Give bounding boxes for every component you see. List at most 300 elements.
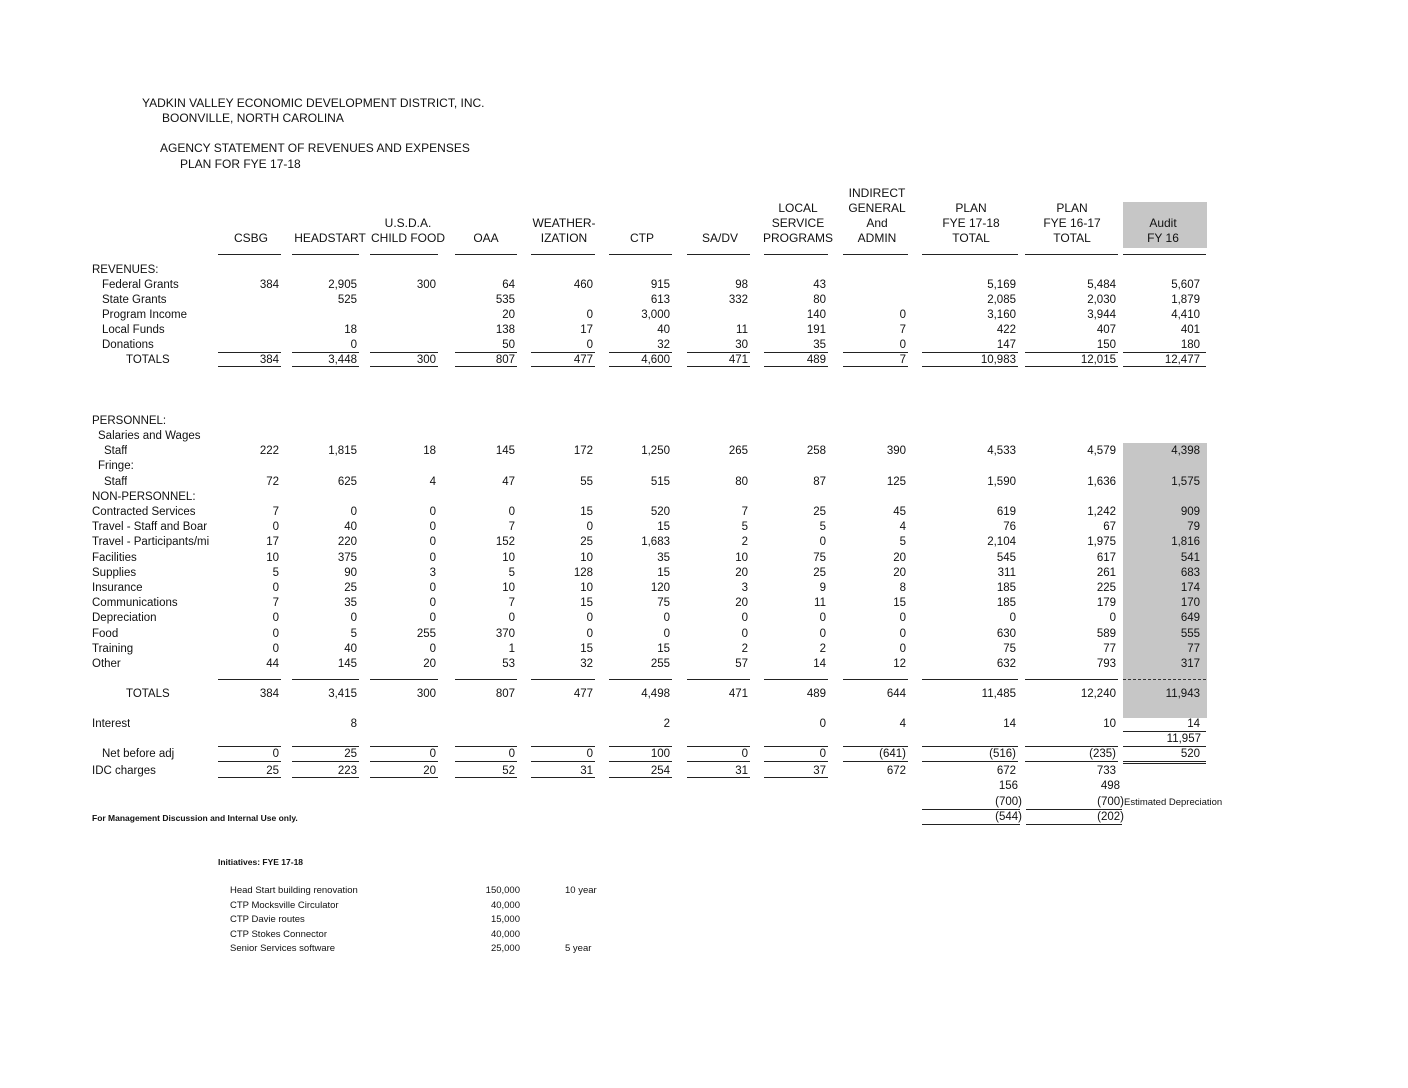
revenue-row-local-funds-cell: 138 (495, 324, 515, 336)
expense-row-travel-staff-and-boar-label: Travel - Staff and Boar (92, 521, 208, 534)
expense-row-travel-staff-and-boar-cell: 4 (899, 521, 906, 534)
initiative-name: Senior Services software (230, 943, 336, 955)
column-header-line: SA/DV (701, 231, 738, 245)
net-bottom-rule (1123, 761, 1206, 762)
expense-row-training-cell: 2 (741, 642, 748, 655)
expense-row-other-cell: 145 (337, 658, 357, 670)
expense-row-food-cell: 555 (1180, 627, 1200, 640)
revenue-totals-rule (764, 366, 828, 367)
salary-staff-cell: 258 (806, 445, 826, 457)
expense-row-travel-participants-mi-cell: 152 (495, 536, 515, 549)
expense-row-facilities-cell: 10 (502, 551, 515, 564)
adjust-r2-plan1617: (700) (1097, 796, 1124, 808)
expense-row-training-cell: 15 (657, 642, 670, 655)
expense-row-contracted-services-cell: 0 (350, 506, 357, 518)
fringe-staff-cell: 87 (813, 476, 826, 488)
expense-row-food-cell: 0 (272, 627, 279, 640)
initiative-name: CTP Stokes Connector (230, 928, 327, 940)
column-header-audit-fy-16 (1103, 216, 1223, 246)
idc-bottom-rule (292, 777, 359, 778)
revenue-row-local-funds-cell: 7 (899, 324, 906, 336)
revenue-row-state-grants-cell: 80 (813, 294, 826, 306)
revenue-totals-cell: 12,015 (1080, 354, 1116, 366)
revenue-row-federal-grants-cell: 98 (735, 279, 748, 291)
revenue-totals-label: TOTALS (126, 354, 170, 366)
expense-row-food-cell: 0 (586, 627, 593, 640)
adjust-line-d (1026, 824, 1122, 825)
expense-row-facilities-cell: 20 (893, 551, 906, 564)
expense-sum-rule (609, 679, 672, 680)
expense-row-food-label: Food (92, 627, 119, 640)
revenue-row-local-funds-cell: 191 (806, 324, 826, 336)
revenue-row-state-grants-label: State Grants (102, 294, 167, 306)
expense-row-travel-staff-and-boar-cell: 5 (819, 521, 826, 534)
expense-row-training-cell: 77 (1187, 642, 1200, 655)
revenue-row-local-funds-cell: 407 (1096, 324, 1116, 336)
net-before-adj-cell: 0 (429, 748, 436, 760)
expense-row-training-cell: 2 (819, 642, 826, 655)
column-header-underline (455, 254, 517, 255)
column-header-line: GENERAL (848, 201, 906, 215)
salary-staff-cell: 1,250 (641, 445, 670, 457)
org-name: YADKIN VALLEY ECONOMIC DEVELOPMENT DISTRICT, INC. (142, 96, 485, 110)
expense-row-facilities-cell: 0 (429, 551, 436, 564)
fringe-staff-cell: 1,575 (1171, 476, 1200, 488)
expense-row-other-cell: 317 (1180, 658, 1200, 670)
expense-row-facilities-label: Facilities (92, 551, 137, 564)
column-header-line: And (866, 216, 888, 230)
expense-totals-cell: 4,498 (641, 688, 670, 700)
expense-row-facilities-cell: 75 (813, 551, 826, 564)
expense-row-travel-staff-and-boar-cell: 0 (272, 521, 279, 534)
revenue-row-donations-cell: 150 (1096, 339, 1116, 351)
idc-charges-cell: 20 (423, 765, 436, 777)
expense-row-training-cell: 40 (344, 642, 357, 655)
net-bottom-rule (455, 761, 517, 762)
expense-row-communications-cell: 170 (1180, 597, 1200, 610)
fringe-staff-label: Staff (104, 476, 128, 488)
expense-row-contracted-services-cell: 520 (650, 506, 670, 518)
expense-row-travel-staff-and-boar-cell: 76 (1003, 521, 1016, 534)
expense-row-facilities-cell: 10 (580, 551, 593, 564)
column-header-line: PROGRAMS (762, 231, 833, 245)
revenue-row-federal-grants-label: Federal Grants (102, 279, 179, 291)
fringe-staff-cell: 515 (650, 476, 670, 488)
idc-charges-cell: 672 (996, 765, 1016, 777)
idc-charges-cell: 254 (650, 765, 670, 777)
column-header-underline (531, 254, 595, 255)
expense-row-other-cell: 14 (813, 658, 826, 670)
expense-row-travel-staff-and-boar-cell: 0 (586, 521, 593, 534)
idc-charges-label: IDC charges (92, 765, 156, 777)
column-header-underline (1025, 254, 1118, 255)
net-before-adj-cell: 520 (1180, 748, 1200, 760)
revenue-row-donations-cell: 147 (996, 339, 1016, 351)
idc-charges-cell: 672 (886, 765, 906, 777)
section-revenues: REVENUES: (92, 264, 159, 276)
net-bottom-rule (687, 761, 750, 762)
expense-row-supplies-cell: 683 (1180, 566, 1200, 579)
revenue-row-state-grants-cell: 535 (495, 294, 515, 306)
idc-bottom-rule (218, 777, 281, 778)
expense-row-contracted-services-cell: 909 (1180, 506, 1200, 518)
expense-row-other-cell: 255 (650, 658, 670, 670)
salary-staff-cell: 4,579 (1087, 445, 1116, 457)
expense-sum-rule (922, 679, 1018, 680)
expense-row-facilities-cell: 541 (1180, 551, 1200, 564)
revenue-totals-rule (370, 366, 438, 367)
expense-totals-cell: 12,240 (1080, 688, 1116, 700)
expense-row-travel-staff-and-boar-cell: 7 (508, 521, 515, 534)
revenue-row-federal-grants-cell: 43 (813, 279, 826, 291)
fringe-staff-cell: 47 (502, 476, 515, 488)
column-header-line: CSBG (233, 231, 268, 245)
expense-row-contracted-services-cell: 7 (272, 506, 279, 518)
net-bottom-rule (609, 761, 672, 762)
expense-row-other-cell: 12 (893, 658, 906, 670)
column-header-line: TOTAL (952, 231, 990, 245)
expense-row-insurance-cell: 120 (650, 582, 670, 594)
column-header-underline (843, 254, 908, 255)
adjust-line-a (922, 809, 1020, 810)
salary-staff-cell: 18 (423, 445, 436, 457)
revenue-row-local-funds-cell: 11 (736, 324, 748, 336)
net-bottom-rule (843, 761, 908, 762)
expense-row-facilities-cell: 35 (657, 551, 670, 564)
expense-row-depreciation-cell: 0 (819, 612, 826, 625)
initiative-name: CTP Mocksville Circulator (230, 899, 339, 911)
expense-row-travel-participants-mi-cell: 1,683 (641, 536, 670, 549)
expense-row-food-cell: 0 (741, 627, 748, 640)
net-bottom-rule (531, 761, 595, 762)
salary-staff-label: Staff (104, 445, 128, 457)
revenue-row-federal-grants-cell: 5,607 (1171, 279, 1200, 291)
expense-row-facilities-cell: 10 (266, 551, 279, 564)
column-header-line: ADMIN (857, 231, 897, 245)
revenue-row-federal-grants-cell: 300 (416, 279, 436, 291)
idc-charges-cell: 223 (337, 765, 357, 777)
revenue-totals-rule (531, 366, 595, 367)
revenue-row-federal-grants-cell: 2,905 (328, 279, 357, 291)
expense-sum-rule (1025, 679, 1118, 680)
expense-row-food-cell: 0 (899, 627, 906, 640)
revenue-row-state-grants-cell: 525 (337, 294, 357, 306)
expense-row-depreciation-label: Depreciation (92, 612, 157, 625)
revenue-row-donations-cell: 0 (586, 339, 593, 351)
expense-row-communications-label: Communications (92, 597, 178, 610)
expense-row-supplies-cell: 261 (1096, 566, 1116, 579)
salary-staff-cell: 172 (573, 445, 593, 457)
expense-row-communications-cell: 7 (508, 597, 515, 610)
expense-sum-rule (764, 679, 828, 680)
column-header-line: U.S.D.A. (384, 216, 432, 230)
expense-row-depreciation-cell: 0 (899, 612, 906, 625)
column-header-line: LOCAL (778, 201, 818, 215)
column-header-line: FYE 16-17 (1043, 216, 1101, 230)
expense-row-travel-participants-mi-cell: 1,975 (1087, 536, 1116, 549)
column-header-underline (292, 254, 359, 255)
expense-row-depreciation-cell: 0 (1009, 612, 1016, 625)
expense-row-facilities-cell: 545 (996, 551, 1016, 564)
salary-staff-cell: 4,533 (987, 445, 1016, 457)
expense-row-travel-staff-and-boar-cell: 79 (1187, 521, 1200, 534)
expense-row-contracted-services-cell: 15 (580, 506, 593, 518)
initiative-amount: 15,000 (490, 914, 520, 926)
expense-row-insurance-cell: 174 (1180, 582, 1200, 594)
revenue-row-federal-grants-cell: 384 (259, 279, 279, 291)
interest-row-cell: 10 (1103, 718, 1116, 730)
column-header-line: IZATION (540, 231, 588, 245)
revenue-row-program-income-cell: 3,944 (1087, 309, 1116, 321)
expense-row-depreciation-cell: 0 (586, 612, 593, 625)
initiative-amount: 25,000 (490, 943, 520, 955)
report-subtitle: PLAN FOR FYE 17-18 (180, 157, 301, 171)
expense-row-facilities-cell: 10 (735, 551, 748, 564)
expense-row-communications-cell: 11 (814, 597, 826, 610)
expense-row-contracted-services-cell: 0 (429, 506, 436, 518)
revenue-totals-rule (1025, 366, 1118, 367)
expense-row-depreciation-cell: 0 (663, 612, 670, 625)
column-header-underline (218, 254, 281, 255)
expense-row-insurance-cell: 10 (502, 582, 515, 594)
revenue-totals-rule (843, 366, 908, 367)
expense-sum-rule (455, 679, 517, 680)
adjust-r3-plan1617: (202) (1097, 811, 1124, 823)
interest-row-cell: 14 (1187, 718, 1200, 730)
revenue-totals-rule (455, 366, 517, 367)
expense-row-supplies-cell: 20 (893, 566, 906, 579)
idc-bottom-rule (609, 777, 672, 778)
fringe-staff-cell: 1,636 (1087, 476, 1116, 488)
expense-row-training-cell: 77 (1103, 642, 1116, 655)
expense-row-travel-participants-mi-cell: 0 (819, 536, 826, 549)
net-bottom-rule (370, 761, 438, 762)
expense-sum-rule (531, 679, 595, 680)
expense-totals-cell: 477 (573, 688, 593, 700)
expense-row-other-cell: 53 (502, 658, 515, 670)
revenue-row-program-income-cell: 3,160 (987, 309, 1016, 321)
revenue-totals-cell: 300 (416, 354, 436, 366)
interest-row-cell: 8 (350, 718, 357, 730)
expense-totals-cell: 3,415 (328, 688, 357, 700)
column-header-line: PLAN (955, 201, 987, 215)
revenue-row-local-funds-cell: 40 (657, 324, 670, 336)
column-header-line: WEATHER- (532, 216, 596, 230)
revenue-row-local-funds-label: Local Funds (102, 324, 165, 336)
expense-row-training-cell: 0 (272, 642, 279, 655)
revenue-row-federal-grants-cell: 5,169 (987, 279, 1016, 291)
net-before-adj-cell: 0 (508, 748, 515, 760)
section-personnel: PERSONNEL: (92, 415, 167, 427)
expense-row-insurance-cell: 10 (580, 582, 593, 594)
idc-charges-cell: 31 (735, 765, 748, 777)
idc-charges-cell: 25 (266, 765, 279, 777)
net-before-adj-label: Net before adj (102, 748, 175, 760)
net-bottom-rule-double (1123, 763, 1206, 764)
net-before-adj-cell: 0 (586, 748, 593, 760)
initiative-term: 5 year (565, 943, 592, 955)
expense-row-communications-cell: 75 (657, 597, 670, 610)
salary-staff-cell: 265 (728, 445, 748, 457)
revenue-row-state-grants-cell: 332 (728, 294, 748, 306)
column-header-line: HEADSTART (294, 231, 366, 245)
expense-row-supplies-cell: 20 (735, 566, 748, 579)
footnote: For Management Discussion and Internal Use only. (92, 813, 298, 823)
revenue-totals-rule (687, 366, 750, 367)
expense-row-travel-staff-and-boar-cell: 40 (344, 521, 357, 534)
expense-row-communications-cell: 185 (996, 597, 1016, 610)
net-before-adj-cell: (235) (1089, 748, 1116, 760)
column-header-line: Audit (1149, 216, 1177, 230)
revenue-row-federal-grants-cell: 915 (650, 279, 670, 291)
revenue-row-program-income-cell: 20 (502, 309, 515, 321)
idc-bottom-rule (531, 777, 595, 778)
expense-row-travel-participants-mi-cell: 0 (429, 536, 436, 549)
revenue-totals-cell: 3,448 (328, 354, 357, 366)
column-header-underline (687, 254, 750, 255)
expense-row-insurance-label: Insurance (92, 582, 143, 594)
net-bottom-rule (922, 761, 1018, 762)
initiative-amount: 40,000 (490, 928, 520, 940)
revenue-totals-rule (218, 366, 281, 367)
expense-row-other-cell: 44 (266, 658, 279, 670)
fringe-staff-cell: 72 (266, 476, 279, 488)
expense-sum-rule (843, 679, 908, 680)
revenue-row-local-funds-cell: 17 (580, 324, 593, 336)
expense-totals-cell: 807 (495, 688, 515, 700)
expense-row-training-label: Training (92, 642, 134, 655)
expense-row-depreciation-cell: 0 (272, 612, 279, 625)
expense-row-supplies-cell: 5 (508, 566, 515, 579)
revenue-row-donations-cell: 35 (813, 339, 826, 351)
expense-row-travel-participants-mi-cell: 2,104 (987, 536, 1016, 549)
expense-row-food-cell: 589 (1096, 627, 1116, 640)
expense-row-depreciation-cell: 0 (350, 612, 357, 625)
expense-row-training-cell: 75 (1003, 642, 1016, 655)
column-header-line: TOTAL (1053, 231, 1091, 245)
idc-bottom-rule (764, 777, 828, 778)
expense-row-communications-cell: 7 (272, 597, 279, 610)
expense-row-travel-participants-mi-cell: 2 (741, 536, 748, 549)
initiative-amount: 40,000 (490, 899, 520, 911)
expense-row-travel-participants-mi-cell: 25 (580, 536, 593, 549)
expense-row-insurance-cell: 225 (1096, 582, 1116, 594)
column-header-line: PLAN (1056, 201, 1088, 215)
column-header-line: FYE 17-18 (942, 216, 1000, 230)
idc-bottom-rule (455, 777, 517, 778)
expense-totals-label: TOTALS (126, 688, 170, 700)
column-header-line: OAA (473, 231, 499, 245)
revenue-row-donations-cell: 0 (899, 339, 906, 351)
expense-row-supplies-cell: 5 (272, 566, 279, 579)
revenue-row-program-income-cell: 4,410 (1171, 309, 1200, 321)
expense-row-travel-participants-mi-cell: 17 (266, 536, 279, 549)
expense-row-facilities-cell: 617 (1096, 551, 1116, 564)
expense-row-travel-participants-mi-label: Travel - Participants/mi (92, 536, 210, 549)
expense-row-training-cell: 0 (899, 642, 906, 655)
revenue-totals-cell: 807 (495, 354, 515, 366)
expense-row-depreciation-cell: 0 (508, 612, 515, 625)
revenue-totals-cell: 489 (806, 354, 826, 366)
expense-row-communications-cell: 0 (429, 597, 436, 610)
expense-row-other-cell: 793 (1096, 658, 1116, 670)
expense-row-contracted-services-cell: 7 (741, 506, 748, 518)
fringe-staff-cell: 125 (886, 476, 906, 488)
column-header-underline (609, 254, 672, 255)
revenue-row-state-grants-cell: 1,879 (1171, 294, 1200, 306)
expense-row-contracted-services-cell: 619 (996, 506, 1016, 518)
section-fringe: Fringe: (98, 460, 134, 472)
column-header-line: INDIRECT (848, 186, 906, 200)
revenue-totals-cell: 7 (899, 354, 906, 366)
initiative-amount: 150,000 (485, 885, 520, 896)
expense-row-food-cell: 630 (996, 627, 1016, 640)
revenue-row-program-income-cell: 0 (586, 309, 593, 321)
revenue-totals-cell: 10,983 (980, 354, 1016, 366)
expense-row-food-cell: 5 (350, 627, 357, 640)
expense-row-insurance-cell: 0 (272, 582, 279, 594)
adjust-r1-plan1718: 156 (998, 780, 1018, 792)
revenue-row-local-funds-cell: 401 (1180, 324, 1200, 336)
expense-row-facilities-cell: 375 (337, 551, 357, 564)
net-before-adj-cell: 25 (344, 748, 357, 760)
salary-staff-cell: 145 (495, 445, 515, 457)
expense-row-training-cell: 1 (508, 642, 515, 655)
expense-row-depreciation-cell: 0 (741, 612, 748, 625)
interest-row-cell: 4 (899, 718, 906, 730)
revenue-totals-rule (922, 366, 1018, 367)
expense-row-travel-participants-mi-cell: 5 (899, 536, 906, 549)
expense-row-supplies-label: Supplies (92, 566, 137, 579)
expense-row-insurance-cell: 3 (741, 582, 748, 594)
expense-sum-rule (1123, 679, 1206, 680)
report-title: AGENCY STATEMENT OF REVENUES AND EXPENSES (160, 141, 470, 155)
expense-sum-rule (370, 679, 438, 680)
expense-row-other-cell: 32 (580, 658, 593, 670)
section-nonpersonnel: NON-PERSONNEL: (92, 491, 196, 503)
adjust-r1-plan1617: 498 (1100, 780, 1120, 792)
audit-subtotal: 11,957 (1166, 733, 1201, 745)
expense-row-insurance-cell: 0 (429, 582, 436, 594)
expense-row-travel-staff-and-boar-cell: 5 (741, 521, 748, 534)
revenue-row-donations-cell: 30 (735, 339, 748, 351)
expense-row-travel-staff-and-boar-cell: 15 (657, 521, 670, 534)
revenue-row-federal-grants-cell: 64 (502, 279, 515, 291)
revenue-totals-cell: 384 (259, 354, 279, 366)
column-header-line: FY 16 (1147, 231, 1179, 245)
expense-row-depreciation-cell: 649 (1180, 612, 1200, 625)
expense-row-travel-staff-and-boar-cell: 67 (1103, 521, 1116, 534)
revenue-totals-cell: 12,477 (1164, 354, 1200, 366)
estimated-depreciation-note: Estimated Depreciation (1124, 797, 1223, 808)
expense-row-supplies-cell: 15 (657, 566, 670, 579)
expense-sum-rule (218, 679, 281, 680)
revenue-row-state-grants-cell: 2,030 (1087, 294, 1116, 306)
column-header-underline (764, 254, 828, 255)
revenue-row-program-income-cell: 0 (899, 309, 906, 321)
salary-staff-cell: 1,815 (328, 445, 357, 457)
expense-row-depreciation-cell: 0 (429, 612, 436, 625)
revenue-totals-cell: 471 (728, 354, 748, 366)
expense-row-supplies-cell: 90 (344, 566, 357, 579)
net-before-adj-cell: (516) (989, 748, 1016, 760)
expense-row-supplies-cell: 25 (813, 566, 826, 579)
expense-row-supplies-cell: 311 (997, 566, 1016, 579)
fringe-staff-cell: 1,590 (987, 476, 1016, 488)
revenue-row-donations-cell: 32 (657, 339, 670, 351)
expense-row-communications-cell: 179 (1096, 597, 1116, 610)
net-bottom-rule (292, 761, 359, 762)
